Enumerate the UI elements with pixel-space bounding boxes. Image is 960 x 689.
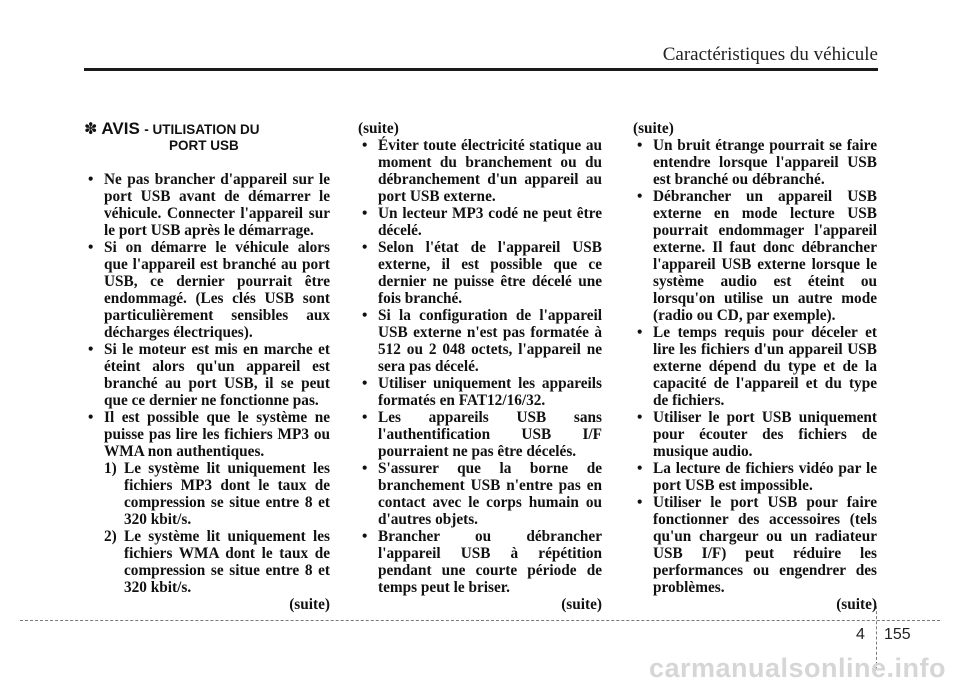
continued-label: (suite)	[561, 596, 602, 613]
list-item: • Utiliser uniquement les appareils formatés en FAT12/16/32.	[362, 375, 602, 409]
column-3-list	[633, 137, 877, 596]
column-1	[84, 120, 330, 613]
list-item: • Utiliser le port USB uniquement pour écouter des fichiers de musique audio.	[637, 409, 877, 460]
notice-word: AVIS	[101, 119, 140, 138]
sub-list-item: 1) Le système lit uniquement les fichiers MP3 dont le taux de compression se situe entre 8 et 320 kbit/s.	[104, 460, 330, 528]
continued-from-label: (suite)	[358, 120, 399, 137]
continued-from-label: (suite)	[633, 120, 674, 137]
page-number: 155	[884, 626, 911, 643]
list-item: • Un lecteur MP3 codé ne peut être décelé.	[362, 205, 602, 239]
notice-star-icon: ✽	[84, 121, 98, 138]
list-item: • Les appareils USB sans l'authentification USB I/F pourraient ne pas être décelés.	[362, 409, 602, 460]
list-item: • Éviter toute électricité statique au moment du branchement ou du débranchement d'un appareil au port USB externe.	[362, 137, 602, 205]
sub-list-item: 2) Le système lit uniquement les fichiers WMA dont le taux de compression se situe entre 8 et 320 kbit/s.	[104, 528, 330, 596]
continued-label: (suite)	[289, 596, 330, 613]
notice-heading	[84, 120, 330, 154]
list-item: • Utiliser le port USB pour faire fonctionner des accessoires (tels qu'un chargeur ou un radiateur USB I/F) peut réduire les performances ou engendrer des problèmes.	[637, 494, 877, 596]
footer-divider	[20, 620, 940, 621]
section-title: Caractéristiques du véhicule	[662, 44, 878, 65]
column-1-list	[84, 171, 330, 596]
continued-label: (suite)	[836, 596, 877, 613]
notice-subtitle-line2: PORT USB	[169, 138, 239, 153]
header-divider	[84, 68, 878, 71]
list-item: • Un bruit étrange pourrait se faire entendre lorsque l'appareil USB est branché ou débranché.	[637, 137, 877, 188]
list-item: • La lecture de fichiers vidéo par le port USB est impossible.	[637, 460, 877, 494]
list-item: • Le temps requis pour déceler et lire les fichiers d'un appareil USB externe dépend du type et de la capacité de l'appareil et du type de fichiers.	[637, 324, 877, 409]
column-3	[633, 120, 877, 613]
list-item: • Débrancher un appareil USB externe en mode lecture USB pourrait endommager l'appareil externe. Il faut donc débrancher l'appareil USB externe lorsque le système audio est éteint ou lorsqu'on utilise un autre mode (radio ou CD, par exemple).	[637, 188, 877, 324]
column-2	[358, 120, 602, 613]
list-item: • Ne pas brancher d'appareil sur le port USB avant de démarrer le véhicule. Connecter l'appareil sur le port USB après le démarrage.	[88, 171, 330, 239]
chapter-number: 4	[856, 626, 865, 643]
list-item: • Brancher ou débrancher l'appareil USB à répétition pendant une courte période de temps peut le briser.	[362, 528, 602, 596]
list-item: • S'assurer que la borne de branchement USB n'entre pas en contact avec le corps humain ou d'autres objets.	[362, 460, 602, 528]
sub-list	[104, 460, 330, 596]
notice-subtitle-line1: - UTILISATION DU	[144, 122, 260, 137]
list-item: • Si la configuration de l'appareil USB externe n'est pas formatée à 512 ou 2 048 octets, l'appareil ne sera pas décelé.	[362, 307, 602, 375]
list-item: • Il est possible que le système ne puisse pas lire les fichiers MP3 ou WMA non authentiques. 1) Le système lit uniquement les fichiers MP3 dont le taux de compression se situe entre 8 et 320 kbit/s. 2) Le système lit uniquement les fichiers WMA dont le taux de compression se situe entre 8 et 320 kbit/s.	[88, 409, 330, 596]
list-item: • Si on démarre le véhicule alors que l'appareil est branché au port USB, ce dernier pourrait être endommagé. (Les clés USB sont particulièrement sensibles aux décharges électriques).	[88, 239, 330, 341]
list-item: • Si le moteur est mis en marche et éteint alors qu'un appareil est branché au port USB, il se peut que ce dernier ne fonctionne pas.	[88, 341, 330, 409]
list-item: • Selon l'état de l'appareil USB externe, il est possible que ce dernier ne puisse être décelé une fois branché.	[362, 239, 602, 307]
watermark: carmanualsonline.info	[648, 653, 946, 683]
column-2-list	[358, 137, 602, 596]
